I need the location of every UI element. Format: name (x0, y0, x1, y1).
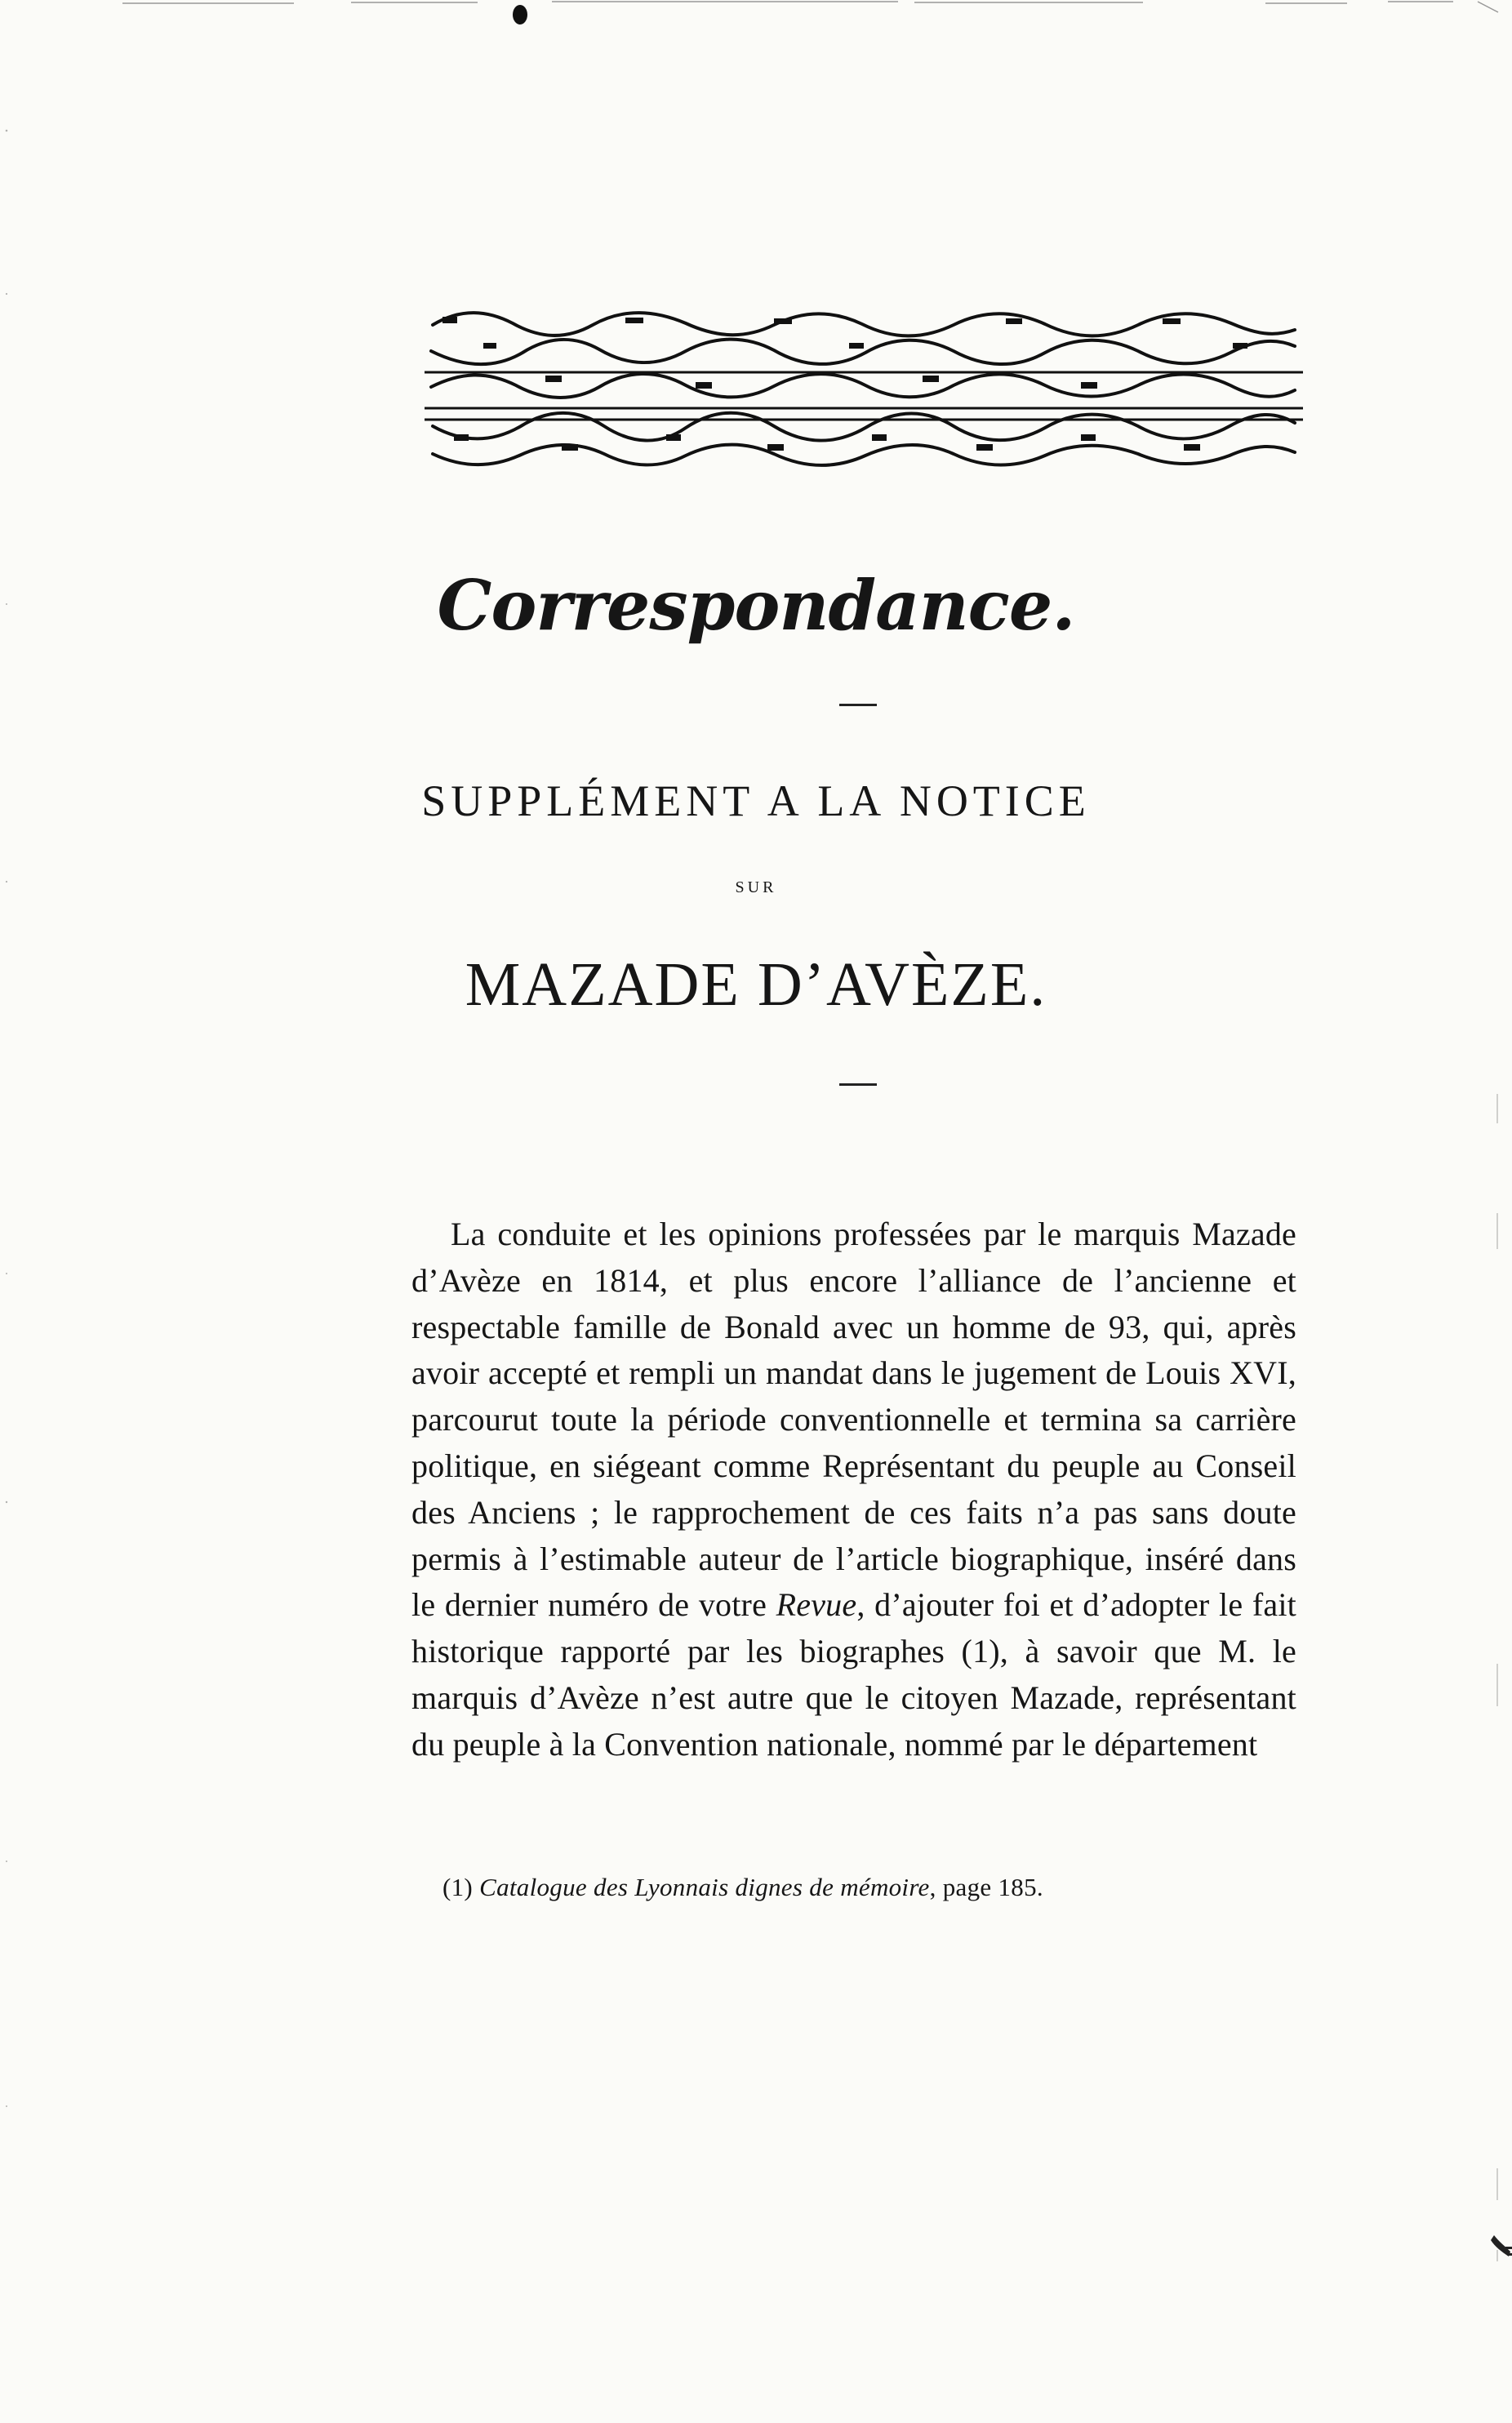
ornamental-band (425, 304, 1303, 470)
footnote-suffix: , page 185. (929, 1873, 1043, 1901)
footnote (442, 1872, 1259, 1902)
title-dash (839, 1083, 877, 1086)
top-rule-marks (0, 0, 1512, 15)
footnote-title: Catalogue des Lyonnais dignes de mémoire (479, 1873, 930, 1901)
article-paragraph (411, 1212, 1296, 1768)
paragraph-emphasis: Revue (776, 1586, 857, 1624)
paragraph-part-1: La conduite et les opinions professées par le marquis Mazade d’Avèze en 1814, et plus encore l’alliance de l’ancienne et respectable famille de Bonald avec un homme de 93, qui, après avoir accepté et rempli un mandat dans le jugement de Louis XVI, parcourut toute la période conventionnelle et termina sa carrière politique, en siégeant comme Représentant du peuple au Conseil des Anciens ; le rapprochement de ces faits n’a pas sans doute permis à l’estimable auteur de l’article biographique, inséré dans le dernier numéro de votre (411, 1216, 1296, 1624)
paragraph-part-2: , d’ajouter foi et d’adopter le fait historique rapporté par les biographes (1), à savoir que M. le marquis d’Avèze n’est autre que le citoyen Mazade, représentant du peuple à la Convention nationale, nommé par le département (411, 1586, 1296, 1763)
footnote-prefix: (1) (442, 1873, 480, 1901)
supplement-title: SUPPLÉMENT A LA NOTICE (421, 776, 1091, 825)
left-margin-spots (3, 98, 10, 2261)
main-title: MAZADE D’AVÈZE. (465, 950, 1047, 1019)
top-ink-spot (513, 5, 527, 24)
heading-dash (839, 704, 877, 706)
right-edge-specks (1430, 0, 1512, 2423)
title-connector: SUR (735, 878, 777, 896)
correspondence-heading: Correspondance. (437, 565, 1075, 646)
